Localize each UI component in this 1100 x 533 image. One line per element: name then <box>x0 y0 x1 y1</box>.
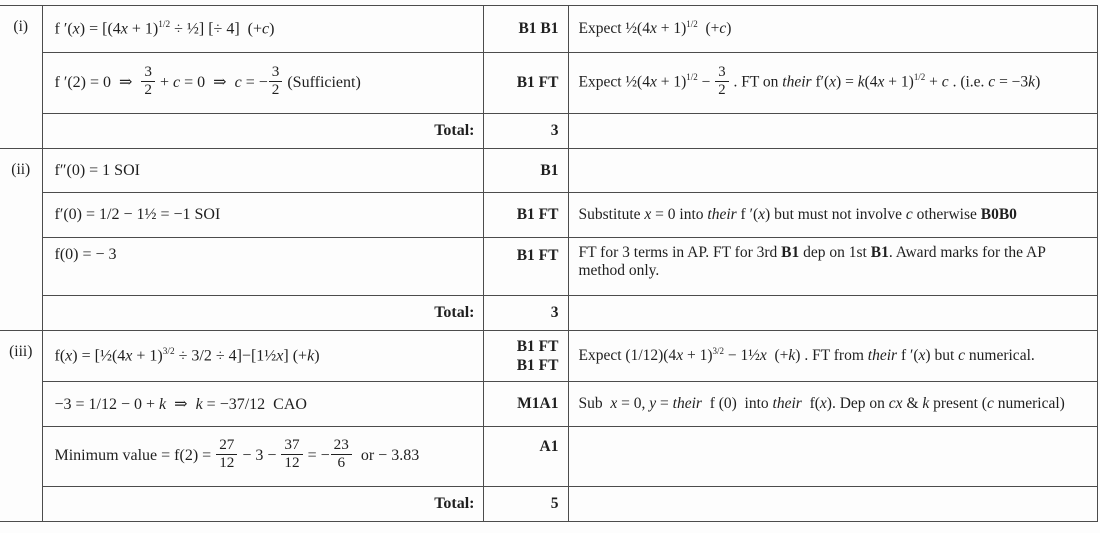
working-cell: f ′(2) = 0 ⇒ $\frac{3}{2}$ + c = 0 ⇒ c = − $\frac{3}{2}$ (Sufficient) <box>42 53 483 114</box>
part-label-ii: (ii) <box>0 149 42 331</box>
working-cell: f $'(x) = [(4x + 1)^{1/2}$ ÷ ½] [÷ 4] (+c) <box>42 6 483 53</box>
marks-cell: B1 FT <box>483 238 568 296</box>
comment-cell: Substitute x = 0 into their f ′(x) but must not involve c otherwise B0B0 <box>568 193 1097 238</box>
row-i-2 <box>0 53 1097 114</box>
working-cell: f(x) = [½(4x + 1)$^{3/2}$ ÷ 3/2 ÷ 4]−[1½x] (+k) <box>42 331 483 382</box>
total-row-i <box>0 114 1097 149</box>
row-iii-2 <box>0 382 1097 427</box>
comment-cell-empty <box>568 296 1097 331</box>
part-label-i: (i) <box>0 6 42 149</box>
total-label: Total: <box>42 296 483 331</box>
marks-cell: A1 <box>483 427 568 487</box>
row-iii-1 <box>0 331 1097 382</box>
marks-cell: B1 FT <box>483 193 568 238</box>
comment-cell: Sub x = 0, y = their f (0) into their f(x). Dep on cx & k present (c numerical) <box>568 382 1097 427</box>
comment-cell-empty <box>568 149 1097 193</box>
comment-cell: Expect $(1/12)(4x + 1)^{3/2}$ − 1½x (+k) . FT from their f ′(x) but c numerical. <box>568 331 1097 382</box>
marks-cell: B1 FT B1 FT <box>483 331 568 382</box>
total-row-iii <box>0 487 1097 522</box>
comment-cell-empty <box>568 487 1097 522</box>
row-ii-1 <box>0 149 1097 193</box>
working-cell: f″(0) = 1 SOI <box>42 149 483 193</box>
working-cell: f′(0) = 1/2 − 1½ = −1 SOI <box>42 193 483 238</box>
row-i-1 <box>0 6 1097 53</box>
total-label: Total: <box>42 487 483 522</box>
marks-cell: B1 FT <box>483 53 568 114</box>
comment-cell-empty <box>568 427 1097 487</box>
comment-cell-empty <box>568 114 1097 149</box>
marks-cell: M1A1 <box>483 382 568 427</box>
working-cell: Minimum value = f(2) = $\frac{27}{12}$ − 3 − $\frac{37}{12}$ = − $\frac{23}{6}$ or − 3.83 <box>42 427 483 487</box>
row-ii-3 <box>0 238 1097 296</box>
row-ii-2 <box>0 193 1097 238</box>
part-label-iii: (iii) <box>0 331 42 522</box>
row-iii-3 <box>0 427 1097 487</box>
comment-cell: Expect ½(4x + 1)$^{1/2}$ (+c) <box>568 6 1097 53</box>
total-value: 5 <box>483 487 568 522</box>
marks-cell: B1 <box>483 149 568 193</box>
working-cell: f(0) = − 3 <box>42 238 483 296</box>
working-cell: −3 = 1/12 − 0 + k ⇒ k = −37/12 CAO <box>42 382 483 427</box>
total-value: 3 <box>483 114 568 149</box>
mark-scheme-table <box>0 5 1098 522</box>
total-row-ii <box>0 296 1097 331</box>
total-label: Total: <box>42 114 483 149</box>
marks-cell: B1 B1 <box>483 6 568 53</box>
total-value: 3 <box>483 296 568 331</box>
comment-cell: FT for 3 terms in AP. FT for 3rd B1 dep on 1st B1. Award marks for the AP method only. <box>568 238 1097 296</box>
comment-cell: Expect ½(4x + 1)$^{1/2}$ − $\frac{3}{2}$ . FT on their $f'(x) = k(4x + 1)^{1/2} + c$ . (i.e. c = −3k) <box>568 53 1097 114</box>
